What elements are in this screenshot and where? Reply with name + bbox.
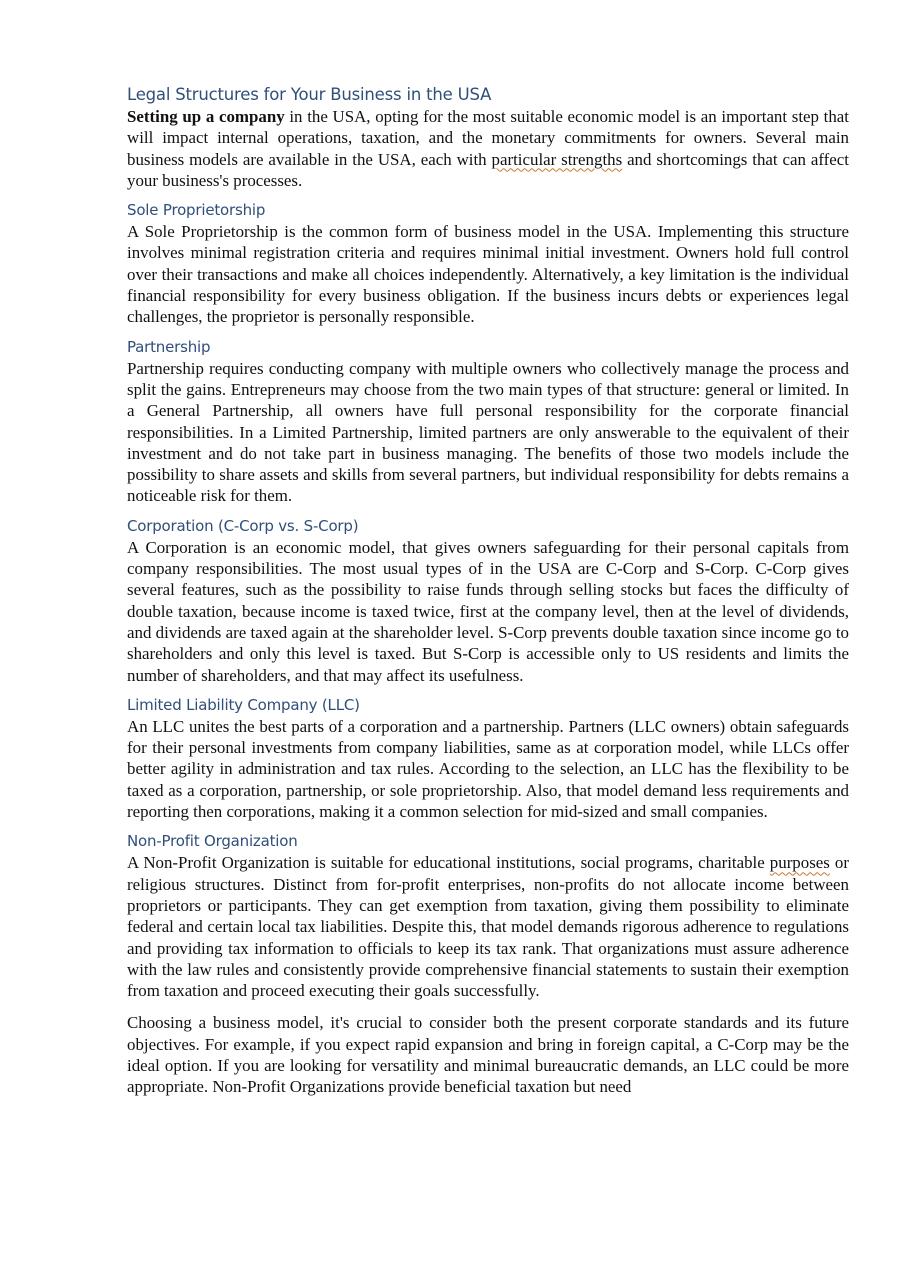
intro-text-end: and shortcomings that can affect your business's processes. (127, 149, 849, 190)
section-paragraph-llc: An LLC unites the best parts of a corporation and a partnership. Partners (LLC owners) obtain safeguards for their personal investments from company liabilities, same as at corporation model, while LLCs offer better agility in administration and tax rules. According to the selection, an LLC has the flexibility to be taxed as a corporation, partnership, or sole proprietorship. Also, that model demand less requirements and reporting then corporations, making it a common selection for mid-sized and small companies. (127, 716, 849, 822)
section-heading-corporation: Corporation (C-Corp vs. S-Corp) (127, 516, 359, 535)
section-paragraph-corporation: A Corporation is an economic model, that gives owners safeguarding for their personal capitals from company responsibilities. The most usual types of in the USA are C-Corp and S-Corp. C-Corp gives several features, such as the possibility to raise funds through selling stocks but faces the difficulty of double taxation, because income is taxed twice, first at the company level, then at the level of dividends, and dividends are taxed again at the shareholder level. S-Corp prevents double taxation since income go to shareholders and only this level is taxed. But S-Corp is accessible only to US residents and limits the number of shareholders, and that may affect its usefulness. (127, 537, 849, 685)
intro-bold-text: Setting up a company (127, 107, 285, 126)
section-heading-partnership: Partnership (127, 337, 211, 356)
non-profit-text-start: A Non-Profit Organization is suitable for educational institutions, social programs, charitable (127, 853, 770, 873)
section-paragraph-partnership: Partnership requires conducting company with multiple owners who collectively manage the process and split the gains. Entrepreneurs may choose from the two main types of that structure: general or limited. In a General Partnership, all owners have full personal responsibility for the corporate financial responsibilities. In a Limited Partnership, limited partners are only answerable to the equivalent of their investment and do not take part in business managing. The benefits of those two models include the possibility to share assets and skills from several partners, but individual responsibility for debts remains a noticeable risk for them. (127, 358, 849, 506)
section-paragraph-non-profit (127, 852, 849, 1001)
document-title: Legal Structures for Your Business in the USA (127, 85, 492, 104)
section-heading-llc: Limited Liability Company (LLC) (127, 695, 360, 714)
spellcheck-flagged-text[interactable]: particular strengths (491, 149, 623, 169)
intro-text-start: in the USA, opting for the most suitable economic model is an important step that will impact internal operations, taxation, and the monetary commitments for owners. Several main business models are available in the USA, each with (127, 107, 849, 169)
spellcheck-flagged-text[interactable]: purposes (769, 853, 830, 873)
section-paragraph-sole-proprietorship: A Sole Proprietorship is the common form of business model in the USA. Implementing this structure involves minimal registration criteria and requires minimal initial investment. Owners hold full control over their transactions and make all choices independently. Alternatively, a key limitation is the individual financial responsibility for every business obligation. If the business incurs debts or experiences legal challenges, the proprietor is personally responsible. (127, 222, 849, 327)
document-page (127, 84, 849, 1098)
intro-paragraph (127, 106, 849, 191)
section-heading-non-profit: Non-Profit Organization (127, 832, 298, 851)
non-profit-text-end: or religious structures. Distinct from for-profit enterprises, non-profits do not allocate income between proprietors or participants. They can get exemption from taxation, giving them possibility to eliminate federal and certain local tax liabilities. Despite this, that model demands rigorous adherence to regulations and providing tax information to officials to keep its tax rank. That organizations must assure adherence with the law rules and consistently provide comprehensive financial statements to sustain their exemption from taxation and proceed executing their goals successfully. (127, 853, 850, 1001)
conclusion-paragraph: Choosing a business model, it's crucial to consider both the present corporate standards and its future objectives. For example, if you expect rapid expansion and bring in foreign capital, a C-Corp may be the ideal option. If you are looking for versatility and minimal bureaucratic demands, an LLC could be more appropriate. Non-Profit Organizations provide beneficial taxation but need (127, 1013, 849, 1097)
section-heading-sole-proprietorship: Sole Proprietorship (127, 201, 266, 220)
